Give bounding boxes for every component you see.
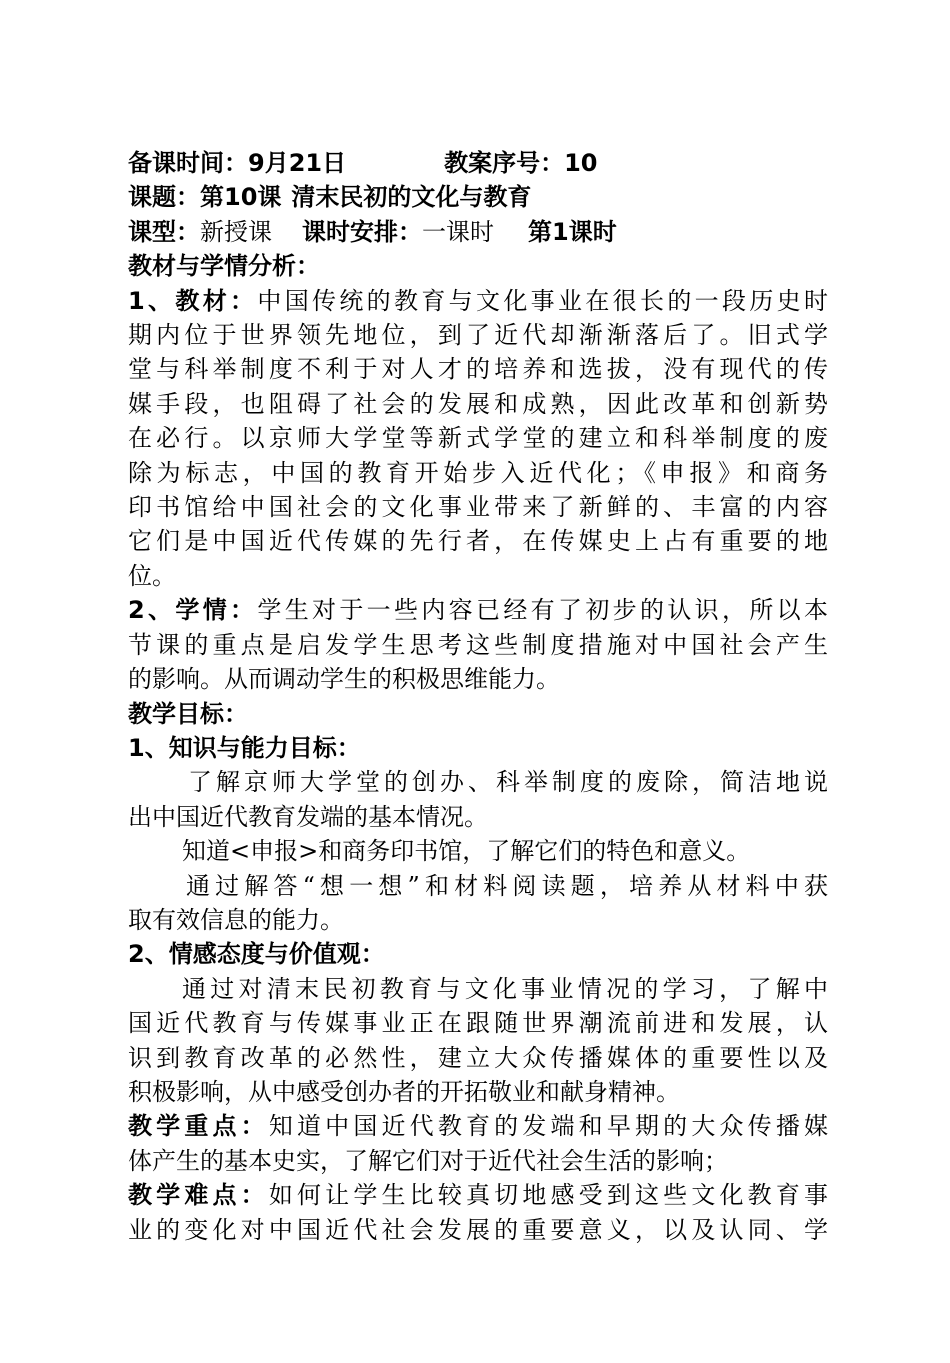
textbook-line: 它们是中国近代传媒的先行者，在传媒史上占有重要的地 [128, 527, 828, 556]
plan-number-value: 10 [564, 149, 598, 177]
key-points-line [128, 1109, 828, 1143]
analysis-heading: 教材与学情分析： [128, 252, 320, 281]
lesson-type-row [128, 215, 828, 249]
difficulties-line: 业的变化对中国近代社会发展的重要意义，以及认同、学 [128, 1215, 828, 1244]
textbook-line: 印书馆给中国社会的文化事业带来了新鲜的、丰富的内容 [128, 493, 828, 522]
knowledge-line: 取有效信息的能力。 [128, 905, 344, 934]
textbook-line: 位。 [128, 561, 176, 590]
textbook-line: 期内位于世界领先地位，到了近代却渐渐落后了。旧式学 [128, 321, 828, 350]
textbook-line: 堂与科举制度不利于对人才的培养和选拔，没有现代的传 [128, 355, 828, 384]
topic-title: 清末民初的文化与教育 [291, 183, 532, 212]
knowledge-objective-label: 1、知识与能力目标： [128, 733, 361, 762]
knowledge-line: 知道<申报>和商务印书馆，了解它们的特色和意义。 [182, 837, 751, 866]
emotion-objective-label: 2、情感态度与价值观： [128, 940, 385, 969]
students-text: 学生对于一些内容已经有了初步的认识，所以本 [257, 596, 828, 625]
emotion-line: 国近代教育与传媒事业正在跟随世界潮流前进和发展，认 [128, 1009, 828, 1038]
prep-time-row [128, 146, 828, 180]
knowledge-line: 出中国近代教育发端的基本情况。 [128, 802, 488, 831]
students-line [128, 593, 828, 627]
prep-time-value: 9月21日 [248, 149, 347, 177]
period-label: 第1课时 [528, 217, 617, 246]
topic-label: 课题： [128, 183, 200, 212]
students-line: 的影响。从而调动学生的积极思维能力。 [128, 665, 560, 694]
prep-time-label: 备课时间： [128, 149, 248, 177]
emotion-line: 识到教育改革的必然性，建立大众传播媒体的重要性以及 [128, 1043, 828, 1072]
lesson-type-label: 课型： [128, 217, 200, 246]
textbook-line [128, 284, 828, 318]
key-points-text: 知道中国近代教育的发端和早期的大众传播媒 [268, 1112, 828, 1141]
textbook-label: 1、教材： [128, 286, 258, 315]
textbook-line: 除为标志，中国的教育开始步入近代化；《申报》和商务 [128, 458, 828, 487]
objectives-heading: 教学目标： [128, 699, 248, 728]
students-line: 节课的重点是启发学生思考这些制度措施对中国社会产生 [128, 630, 828, 659]
emotion-line: 积极影响，从中感受创办者的开拓敬业和献身精神。 [128, 1077, 680, 1106]
topic-lesson-number: 第10课 [200, 183, 282, 212]
difficulties-text: 如何让学生比较真切地感受到这些文化教育事 [268, 1181, 828, 1210]
plan-number-label: 教案序号： [444, 149, 565, 177]
schedule-label: 课时安排： [302, 217, 422, 246]
knowledge-line: 通过解答“想一想”和材料阅读题，培养从材料中获 [186, 871, 828, 900]
knowledge-line: 了解京师大学堂的创办、科举制度的废除，简洁地说 [188, 768, 828, 797]
emotion-line: 通过对清末民初教育与文化事业情况的学习，了解中 [182, 974, 828, 1003]
textbook-line: 在必行。以京师大学堂等新式学堂的建立和科举制度的废 [128, 424, 828, 453]
key-points-line: 体产生的基本史实，了解它们对于近代社会生活的影响； [128, 1146, 728, 1175]
key-points-label: 教学重点： [128, 1112, 269, 1141]
lesson-plan-document [128, 146, 828, 1247]
textbook-text: 中国传统的教育与文化事业在很长的一段历史时 [257, 286, 828, 315]
lesson-type-value: 新授课 [200, 217, 272, 246]
difficulties-line [128, 1178, 828, 1212]
difficulties-label: 教学难点： [128, 1181, 269, 1210]
students-label: 2、学情： [128, 596, 258, 625]
schedule-value: 一课时 [422, 217, 494, 246]
textbook-line: 媒手段，也阻碍了社会的发展和成熟，因此改革和创新势 [128, 389, 828, 418]
topic-row [128, 180, 828, 214]
